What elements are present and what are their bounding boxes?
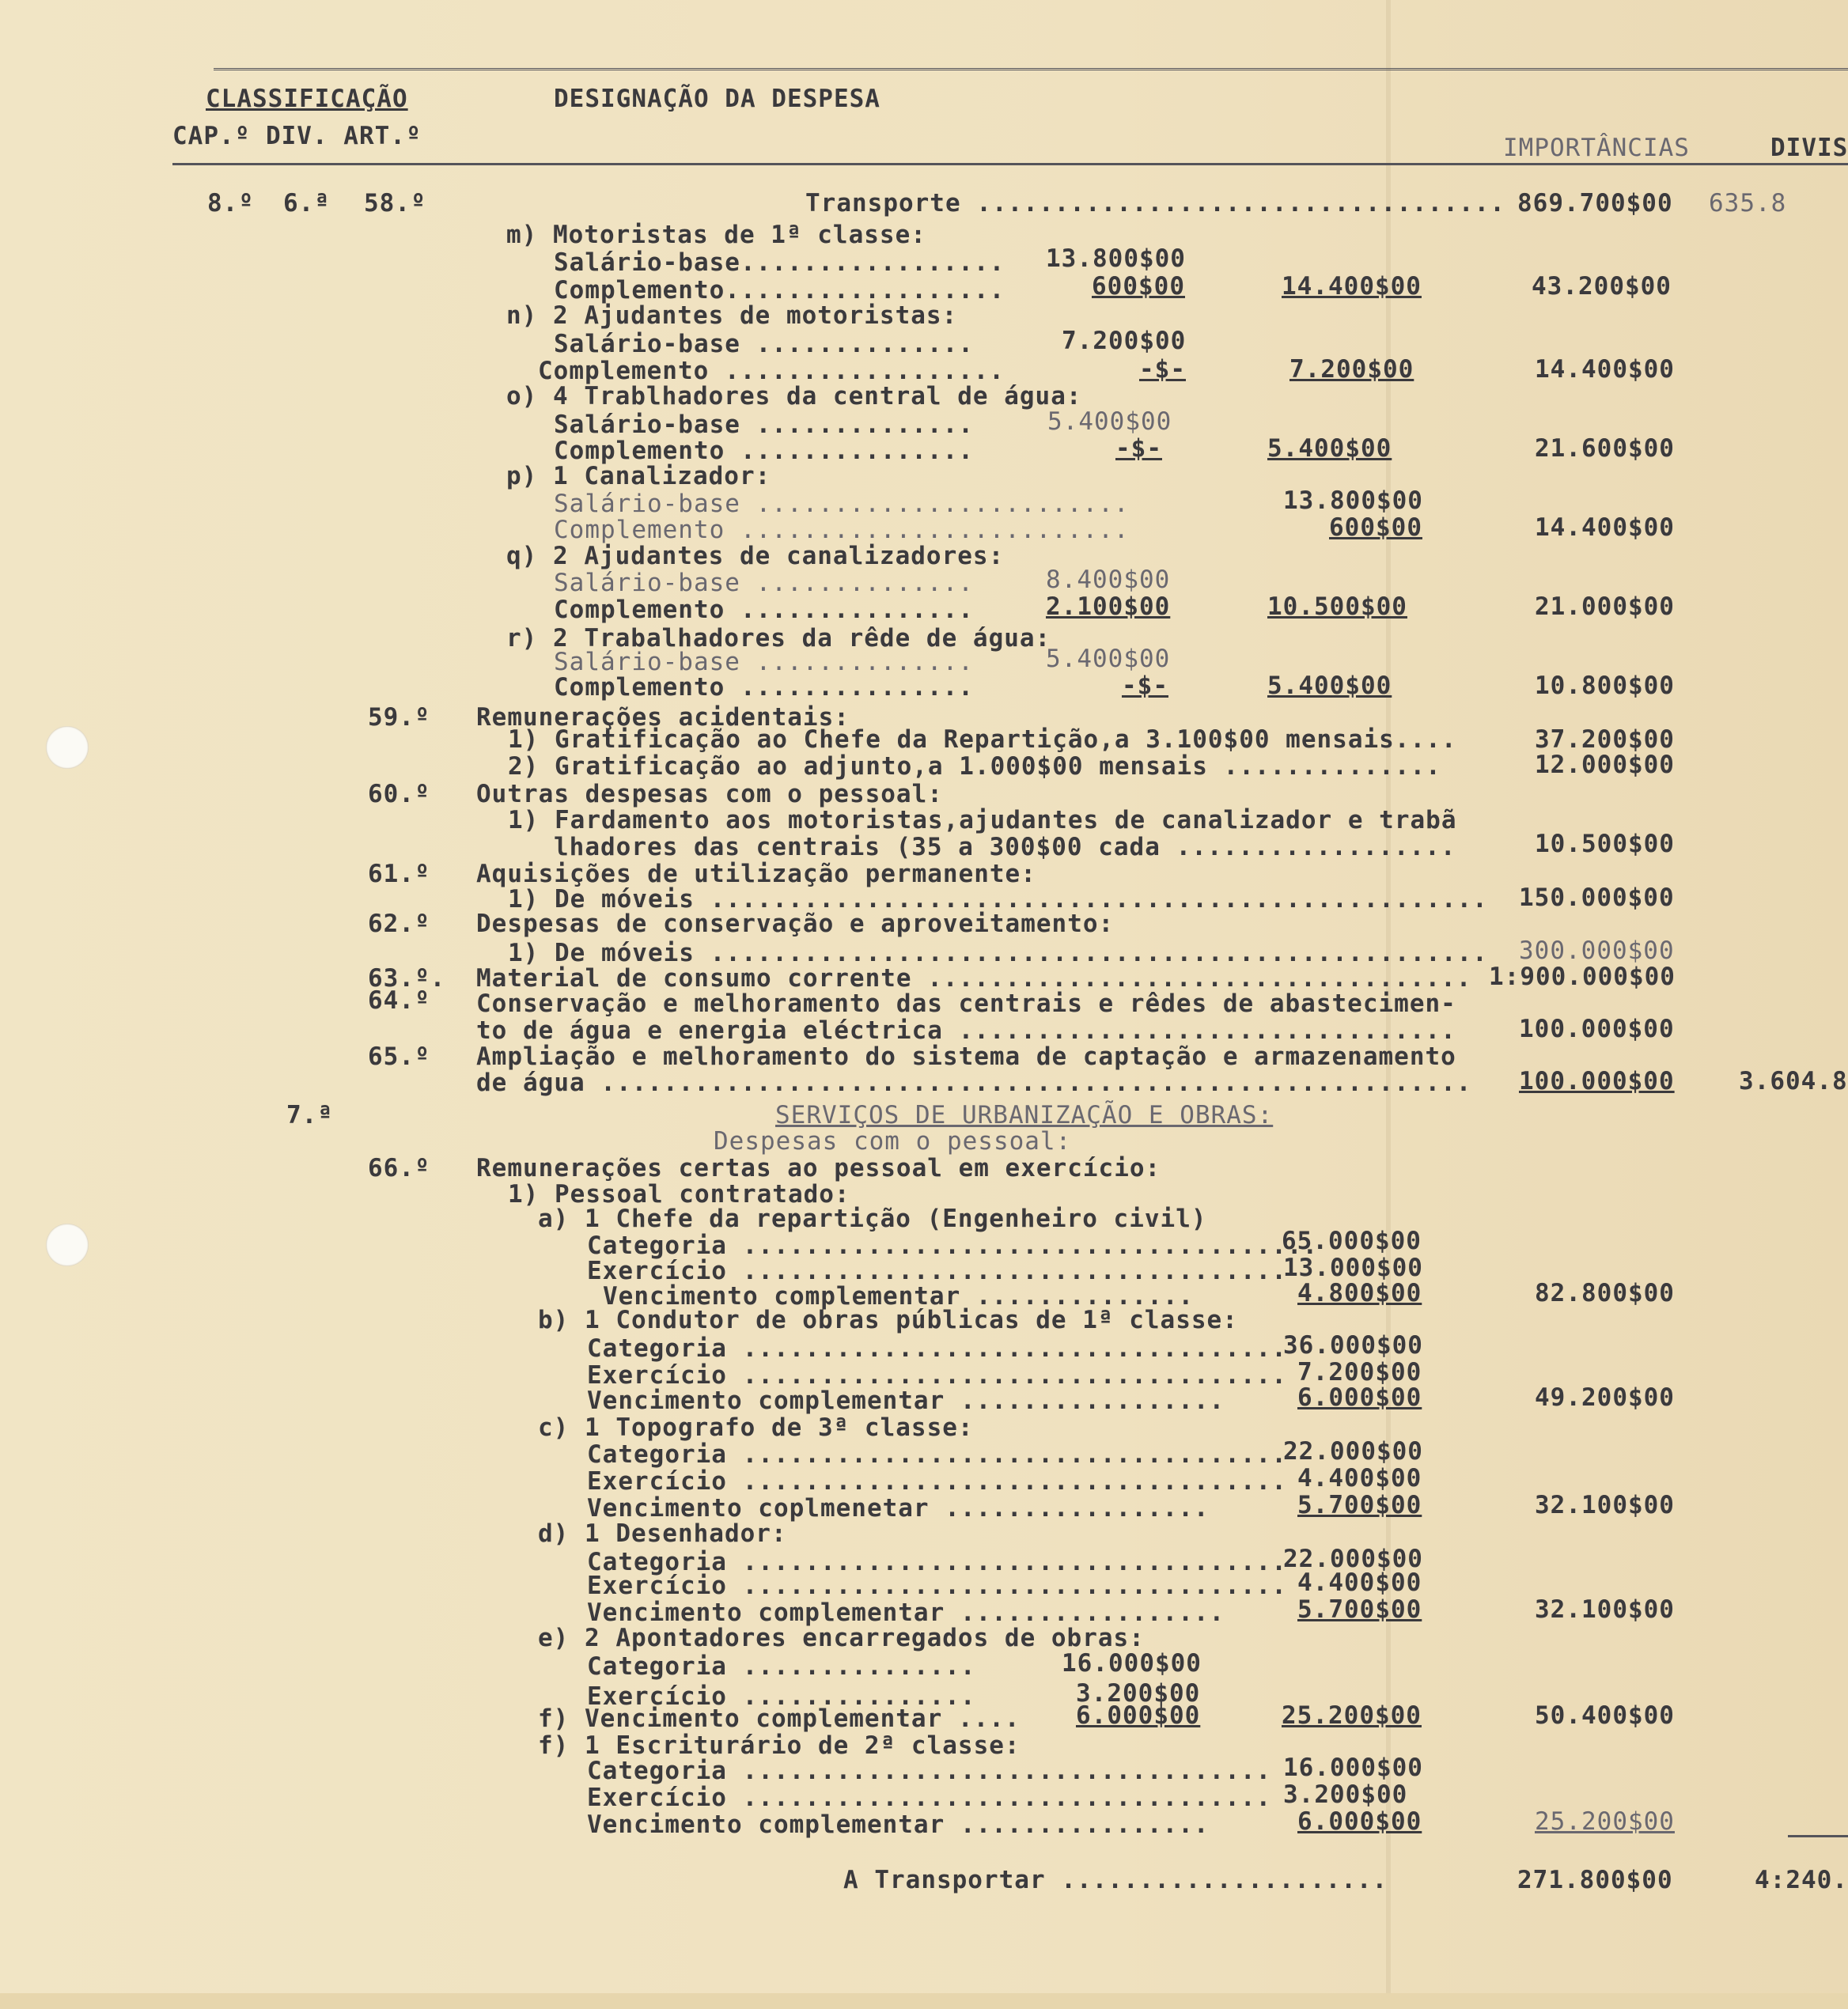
item-line: lhadores das centrais (35 a 300$00 cada .................. xyxy=(554,833,1456,861)
item-line: Categoria ................................... xyxy=(587,1548,1287,1576)
header-importancias: IMPORTÂNCIAS xyxy=(1503,134,1690,162)
item-line: Categoria ..................................... xyxy=(587,1232,1319,1260)
item-line: Salário-base .............. xyxy=(554,411,974,439)
item-value: 5.400$00 xyxy=(1046,645,1171,673)
item-value: -$- xyxy=(1115,434,1162,463)
item-total: 10.500$00 xyxy=(1535,830,1675,858)
item-subtotal: 14.400$00 xyxy=(1282,272,1422,301)
item-line: Exercício .................................. xyxy=(587,1784,1272,1812)
item-title: m) Motoristas de 1ª classe: xyxy=(506,221,926,249)
item-title: b) 1 Condutor de obras públicas de 1ª classe: xyxy=(538,1306,1238,1334)
item-total: 49.200$00 xyxy=(1535,1383,1675,1412)
article-line: Ampliação e melhoramento do sistema de captação e armazenamento xyxy=(476,1042,1456,1071)
item-line: 1) Gratificação ao Chefe da Repartição,a 3.100$00 mensais.... xyxy=(508,725,1457,754)
item-line: f) Vencimento complementar .... xyxy=(538,1704,1021,1733)
item-value: 4.800$00 xyxy=(1297,1279,1422,1307)
paper-edge xyxy=(0,1993,1848,2009)
item-value: 4.400$00 xyxy=(1297,1568,1422,1597)
item-total: 100.000$00 xyxy=(1519,1015,1675,1043)
art-number: 66.º xyxy=(368,1154,430,1182)
item-total: 150.000$00 xyxy=(1519,883,1675,912)
item-value: 22.000$00 xyxy=(1283,1437,1423,1466)
item-line: Complemento ............... xyxy=(554,673,974,702)
item-value: 6.000$00 xyxy=(1076,1701,1201,1730)
item-value: 6.000$00 xyxy=(1297,1807,1422,1836)
item-line: Salário-base ........................ xyxy=(554,490,1130,518)
item-value: 16.000$00 xyxy=(1283,1754,1423,1782)
item-line: Exercício ................................... xyxy=(587,1572,1287,1600)
item-value: 600$00 xyxy=(1092,272,1185,301)
item-total: 12.000$00 xyxy=(1535,751,1675,779)
item-line: Salário-base .............. xyxy=(554,569,974,597)
item-value: 65.000$00 xyxy=(1282,1227,1422,1255)
item-value: 3.200$00 xyxy=(1076,1679,1201,1708)
art-number: 63.º. xyxy=(368,964,446,993)
item-subtotal: 7.200$00 xyxy=(1289,355,1414,384)
item-total: 43.200$00 xyxy=(1532,272,1672,301)
total-rule xyxy=(1788,1835,1848,1837)
item-value: -$- xyxy=(1139,355,1186,384)
item-title: c) 1 Topografo de 3ª classe: xyxy=(538,1413,974,1442)
division-total: 3.604.8 xyxy=(1739,1067,1848,1095)
div-number: 7.ª xyxy=(286,1101,333,1129)
item-line: Complemento ............... xyxy=(554,596,974,624)
item-title: e) 2 Apontadores encarregados de obras: xyxy=(538,1624,1145,1652)
item-value: 5.400$00 xyxy=(1047,407,1172,436)
item-value: 8.400$00 xyxy=(1046,566,1171,594)
item-line: Exercício ................................... xyxy=(587,1257,1287,1285)
item-value: 13.800$00 xyxy=(1046,244,1186,273)
item-title: o) 4 Trablhadores da central de água: xyxy=(506,382,1082,411)
punch-hole xyxy=(46,1224,89,1266)
item-line: Vencimento complementar .............. xyxy=(603,1282,1195,1311)
art-number: 62.º xyxy=(368,910,430,938)
item-line: Categoria ................................... xyxy=(587,1440,1287,1469)
item-value: 5.700$00 xyxy=(1297,1491,1422,1519)
a-transportar-label: A Transportar ..................... xyxy=(843,1866,1388,1894)
item-line: 1) De móveis .................................................. xyxy=(508,939,1488,967)
item-line: Salário-base .............. xyxy=(554,330,974,358)
item-line: Exercício ................................... xyxy=(587,1361,1287,1390)
item-total: 37.200$00 xyxy=(1535,725,1675,754)
item-line: 2) Gratificação ao adjunto,a 1.000$00 mensais .............. xyxy=(508,752,1441,781)
article-line: de água ........................................................ xyxy=(476,1069,1472,1097)
item-title: p) 1 Canalizador: xyxy=(506,462,771,490)
item-line: Exercício ............... xyxy=(587,1682,976,1711)
item-line: Complemento ......................... xyxy=(554,516,1130,544)
item-line: Categoria ................................... xyxy=(587,1334,1287,1363)
item-total: 25.200$00 xyxy=(1535,1807,1675,1836)
item-line: Complemento .................. xyxy=(538,357,1005,385)
item-subtotal: 10.500$00 xyxy=(1267,592,1407,621)
item-subtotal: 5.400$00 xyxy=(1267,434,1392,463)
article-line: Material de consumo corrente ................................... xyxy=(476,964,1472,993)
item-total: 1:900.000$00 xyxy=(1489,963,1676,991)
article-title: Aquisições de utilização permanente: xyxy=(476,860,1036,888)
art-number: 64.º xyxy=(368,986,430,1015)
item-value: 2.100$00 xyxy=(1046,592,1171,621)
item-value: 16.000$00 xyxy=(1062,1649,1202,1678)
item-total: 14.400$00 xyxy=(1535,355,1675,384)
item-value: 5.700$00 xyxy=(1297,1595,1422,1624)
item-line: Vencimento complementar ................. xyxy=(587,1598,1225,1627)
division-subtitle: Despesas com o pessoal: xyxy=(714,1127,1072,1156)
item-title: 1) Pessoal contratado: xyxy=(508,1180,850,1209)
item-line: Vencimento complementar ................ xyxy=(587,1810,1210,1839)
item-line: 1) Fardamento aos motoristas,ajudantes de canalizador e trabã xyxy=(508,806,1457,834)
item-line: Categoria ............... xyxy=(587,1652,976,1681)
item-subtotal: 5.400$00 xyxy=(1267,672,1392,700)
art-number: 60.º xyxy=(368,780,430,808)
item-value: -$- xyxy=(1122,672,1168,700)
item-value: 6.000$00 xyxy=(1297,1383,1422,1412)
article-title: Remunerações certas ao pessoal em exercício: xyxy=(476,1154,1161,1182)
item-value: 600$00 xyxy=(1329,513,1422,542)
item-total: 21.000$00 xyxy=(1535,592,1675,621)
item-total: 10.800$00 xyxy=(1535,672,1675,700)
item-line: 1) De móveis .................................................. xyxy=(508,885,1488,914)
header-cap-div-art: CAP.º DIV. ART.º xyxy=(172,122,422,150)
header-designacao: DESIGNAÇÃO DA DESPESA xyxy=(554,85,880,113)
a-transportar-amount: 271.800$00 xyxy=(1517,1866,1673,1894)
header-rule xyxy=(172,163,1848,165)
item-title: r) 2 Trabalhadores da rêde de água: xyxy=(506,624,1051,653)
item-value: 22.000$00 xyxy=(1283,1545,1423,1573)
item-title: q) 2 Ajudantes de canalizadores: xyxy=(506,542,1005,570)
item-value: 7.200$00 xyxy=(1297,1358,1422,1387)
transporte-label: Transporte .................................. xyxy=(805,189,1505,218)
art-number: 59.º xyxy=(368,703,430,732)
header-classificacao: CLASSIFICAÇÃO xyxy=(206,85,408,113)
item-value: 4.400$00 xyxy=(1297,1464,1422,1493)
article-title: Outras despesas com o pessoal: xyxy=(476,780,943,808)
item-line: Categoria .................................. xyxy=(587,1757,1272,1785)
art-number: 65.º xyxy=(368,1042,430,1071)
item-line: Complemento ............... xyxy=(554,437,974,465)
item-title: f) 1 Escriturário de 2ª classe: xyxy=(538,1731,1021,1760)
art-number: 58.º xyxy=(364,189,426,218)
item-value: 13.800$00 xyxy=(1283,486,1423,515)
article-line: Conservação e melhoramento das centrais e rêdes de abastecimen- xyxy=(476,989,1456,1018)
item-value: 13.000$00 xyxy=(1283,1254,1423,1282)
a-transportar-div: 4:240. xyxy=(1755,1866,1848,1894)
article-line: to de água e energia eléctrica ................................ xyxy=(476,1016,1456,1045)
item-title: d) 1 Desenhador: xyxy=(538,1519,787,1548)
top-rule xyxy=(214,68,1848,74)
transporte-div: 635.8 xyxy=(1709,189,1787,218)
article-title: Despesas de conservação e aproveitamento: xyxy=(476,910,1115,938)
item-total: 100.000$00 xyxy=(1519,1067,1675,1095)
item-total: 14.400$00 xyxy=(1535,513,1675,542)
item-value: 7.200$00 xyxy=(1062,327,1187,355)
item-line: Complemento.................. xyxy=(554,276,1005,305)
item-total: 32.100$00 xyxy=(1535,1595,1675,1624)
item-line: Vencimento complementar ................. xyxy=(587,1387,1225,1415)
transporte-amount: 869.700$00 xyxy=(1517,189,1673,218)
item-subtotal: 25.200$00 xyxy=(1282,1701,1422,1730)
header-divisoes: DIVIS xyxy=(1770,134,1848,162)
item-total: 32.100$00 xyxy=(1535,1491,1675,1519)
art-number: 61.º xyxy=(368,860,430,888)
article-title: Remunerações acidentais: xyxy=(476,703,850,732)
punch-hole xyxy=(46,726,89,769)
item-total: 50.400$00 xyxy=(1535,1701,1675,1730)
item-line: Exercício ................................... xyxy=(587,1467,1287,1496)
div-number: 6.ª xyxy=(283,189,330,218)
item-line: Salário-base................. xyxy=(554,248,1005,277)
item-title: a) 1 Chefe da repartição (Engenheiro civil) xyxy=(538,1205,1207,1233)
division-title: SERVIÇOS DE URBANIZAÇÃO E OBRAS: xyxy=(775,1101,1274,1129)
cap-number: 8.º xyxy=(207,189,254,218)
item-total: 300.000$00 xyxy=(1519,936,1675,965)
item-line: Salário-base .............. xyxy=(554,648,974,676)
item-value: 3.200$00 xyxy=(1283,1780,1408,1809)
item-title: n) 2 Ajudantes de motoristas: xyxy=(506,301,958,330)
item-value: 36.000$00 xyxy=(1283,1331,1423,1360)
item-total: 21.600$00 xyxy=(1535,434,1675,463)
item-total: 82.800$00 xyxy=(1535,1279,1675,1307)
item-line: Vencimento coplmenetar ................. xyxy=(587,1494,1210,1523)
